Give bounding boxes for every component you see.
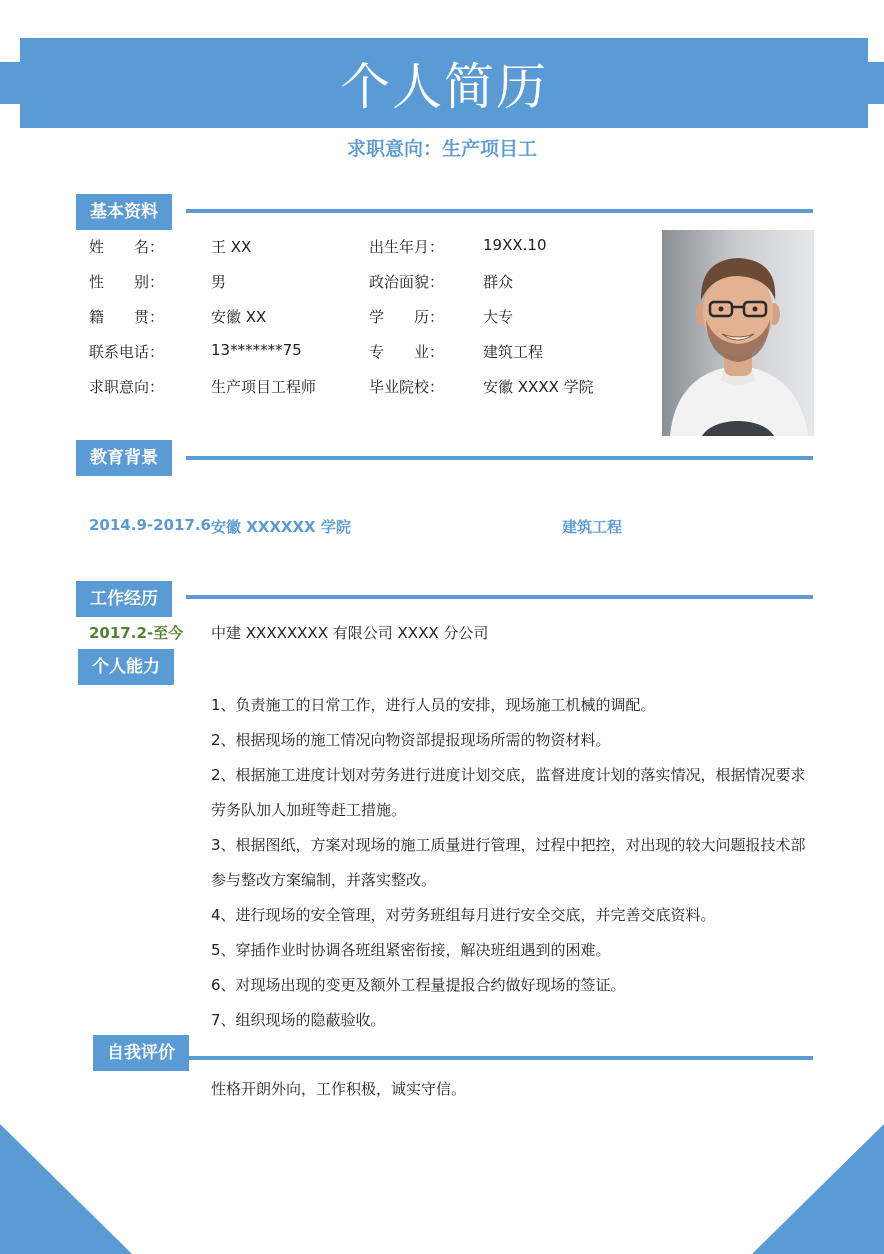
- ability-item: 2、根据施工进度计划对劳务进行进度计划交底，监督进度计划的落实情况，根据情况要求劳务队加人加班等赶工措施。: [211, 766, 806, 819]
- objective-label: 求职意向：: [89, 378, 165, 396]
- major-value: 建筑工程: [483, 343, 544, 361]
- name-label: 姓 名：: [89, 238, 165, 256]
- ability-item: 1、负责施工的日常工作，进行人员的安排，现场施工机械的调配。: [211, 696, 656, 714]
- origin-label: 籍 贯：: [89, 308, 165, 326]
- name-value: 王 XX: [211, 238, 252, 256]
- ability-item: 2、根据现场的施工情况向物资部提报现场所需的物资材料。: [211, 731, 611, 749]
- phone-label: 联系电话：: [89, 343, 165, 361]
- section-basic-header: 基本资料: [76, 194, 172, 230]
- header-banner: [20, 38, 868, 128]
- section-self-eval-divider: [186, 1056, 813, 1060]
- corner-triangle-left: [0, 1124, 132, 1254]
- gender-label: 性 别：: [89, 273, 165, 291]
- section-education-header: 教育背景: [76, 440, 172, 476]
- gender-value: 男: [211, 273, 227, 291]
- politics-value: 群众: [483, 273, 514, 291]
- education-major: 建筑工程: [562, 518, 623, 536]
- ability-item: 6、对现场出现的变更及额外工程量提报合约做好现场的签证。: [211, 976, 626, 994]
- ability-item: 4、进行现场的安全管理，对劳务班组每月进行安全交底，并完善交底资料。: [211, 906, 716, 924]
- education-school: 安徽 XXXXXX 学院: [211, 518, 351, 536]
- section-work-divider: [186, 595, 813, 599]
- ability-item: 7、组织现场的隐蔽验收。: [211, 1011, 386, 1029]
- birth-label: 出生年月：: [369, 238, 445, 256]
- phone-value: 13*******75: [211, 341, 302, 359]
- corner-triangle-right: [752, 1124, 884, 1254]
- birth-value: 19XX.10: [483, 236, 547, 254]
- school-value: 安徽 XXXX 学院: [483, 378, 594, 396]
- school-label: 毕业院校：: [369, 378, 445, 396]
- ability-item: 3、根据图纸，方案对现场的施工质量进行管理，过程中把控，对出现的较大问题报技术部参与整改方案编制，并落实整改。: [211, 836, 806, 889]
- section-self-eval-header: 自我评价: [93, 1035, 189, 1071]
- origin-value: 安徽 XX: [211, 308, 267, 326]
- work-period: 2017.2-至今: [89, 624, 184, 642]
- portrait-illustration: [662, 230, 814, 436]
- major-label: 专 业：: [369, 343, 445, 361]
- ability-list: [211, 688, 811, 1038]
- page-title: 个人简历: [340, 58, 548, 116]
- degree-label: 学 历：: [369, 308, 445, 326]
- profile-photo: [662, 230, 814, 436]
- section-education-divider: [186, 456, 813, 460]
- section-ability-header: 个人能力: [78, 649, 174, 685]
- politics-label: 政治面貌：: [369, 273, 445, 291]
- section-work-header: 工作经历: [76, 581, 172, 617]
- objective-value: 生产项目工程师: [211, 378, 317, 396]
- degree-value: 大专: [483, 308, 514, 326]
- self-evaluation-text: 性格开朗外向，工作积极，诚实守信。: [211, 1080, 467, 1098]
- section-basic-divider: [186, 209, 813, 213]
- work-company: 中建 XXXXXXXX 有限公司 XXXX 分公司: [211, 624, 489, 642]
- ability-item: 5、穿插作业时协调各班组紧密衔接，解决班组遇到的困难。: [211, 941, 611, 959]
- job-objective-subtitle: 求职意向：生产项目工: [346, 138, 537, 160]
- education-period: 2014.9-2017.6: [89, 516, 211, 534]
